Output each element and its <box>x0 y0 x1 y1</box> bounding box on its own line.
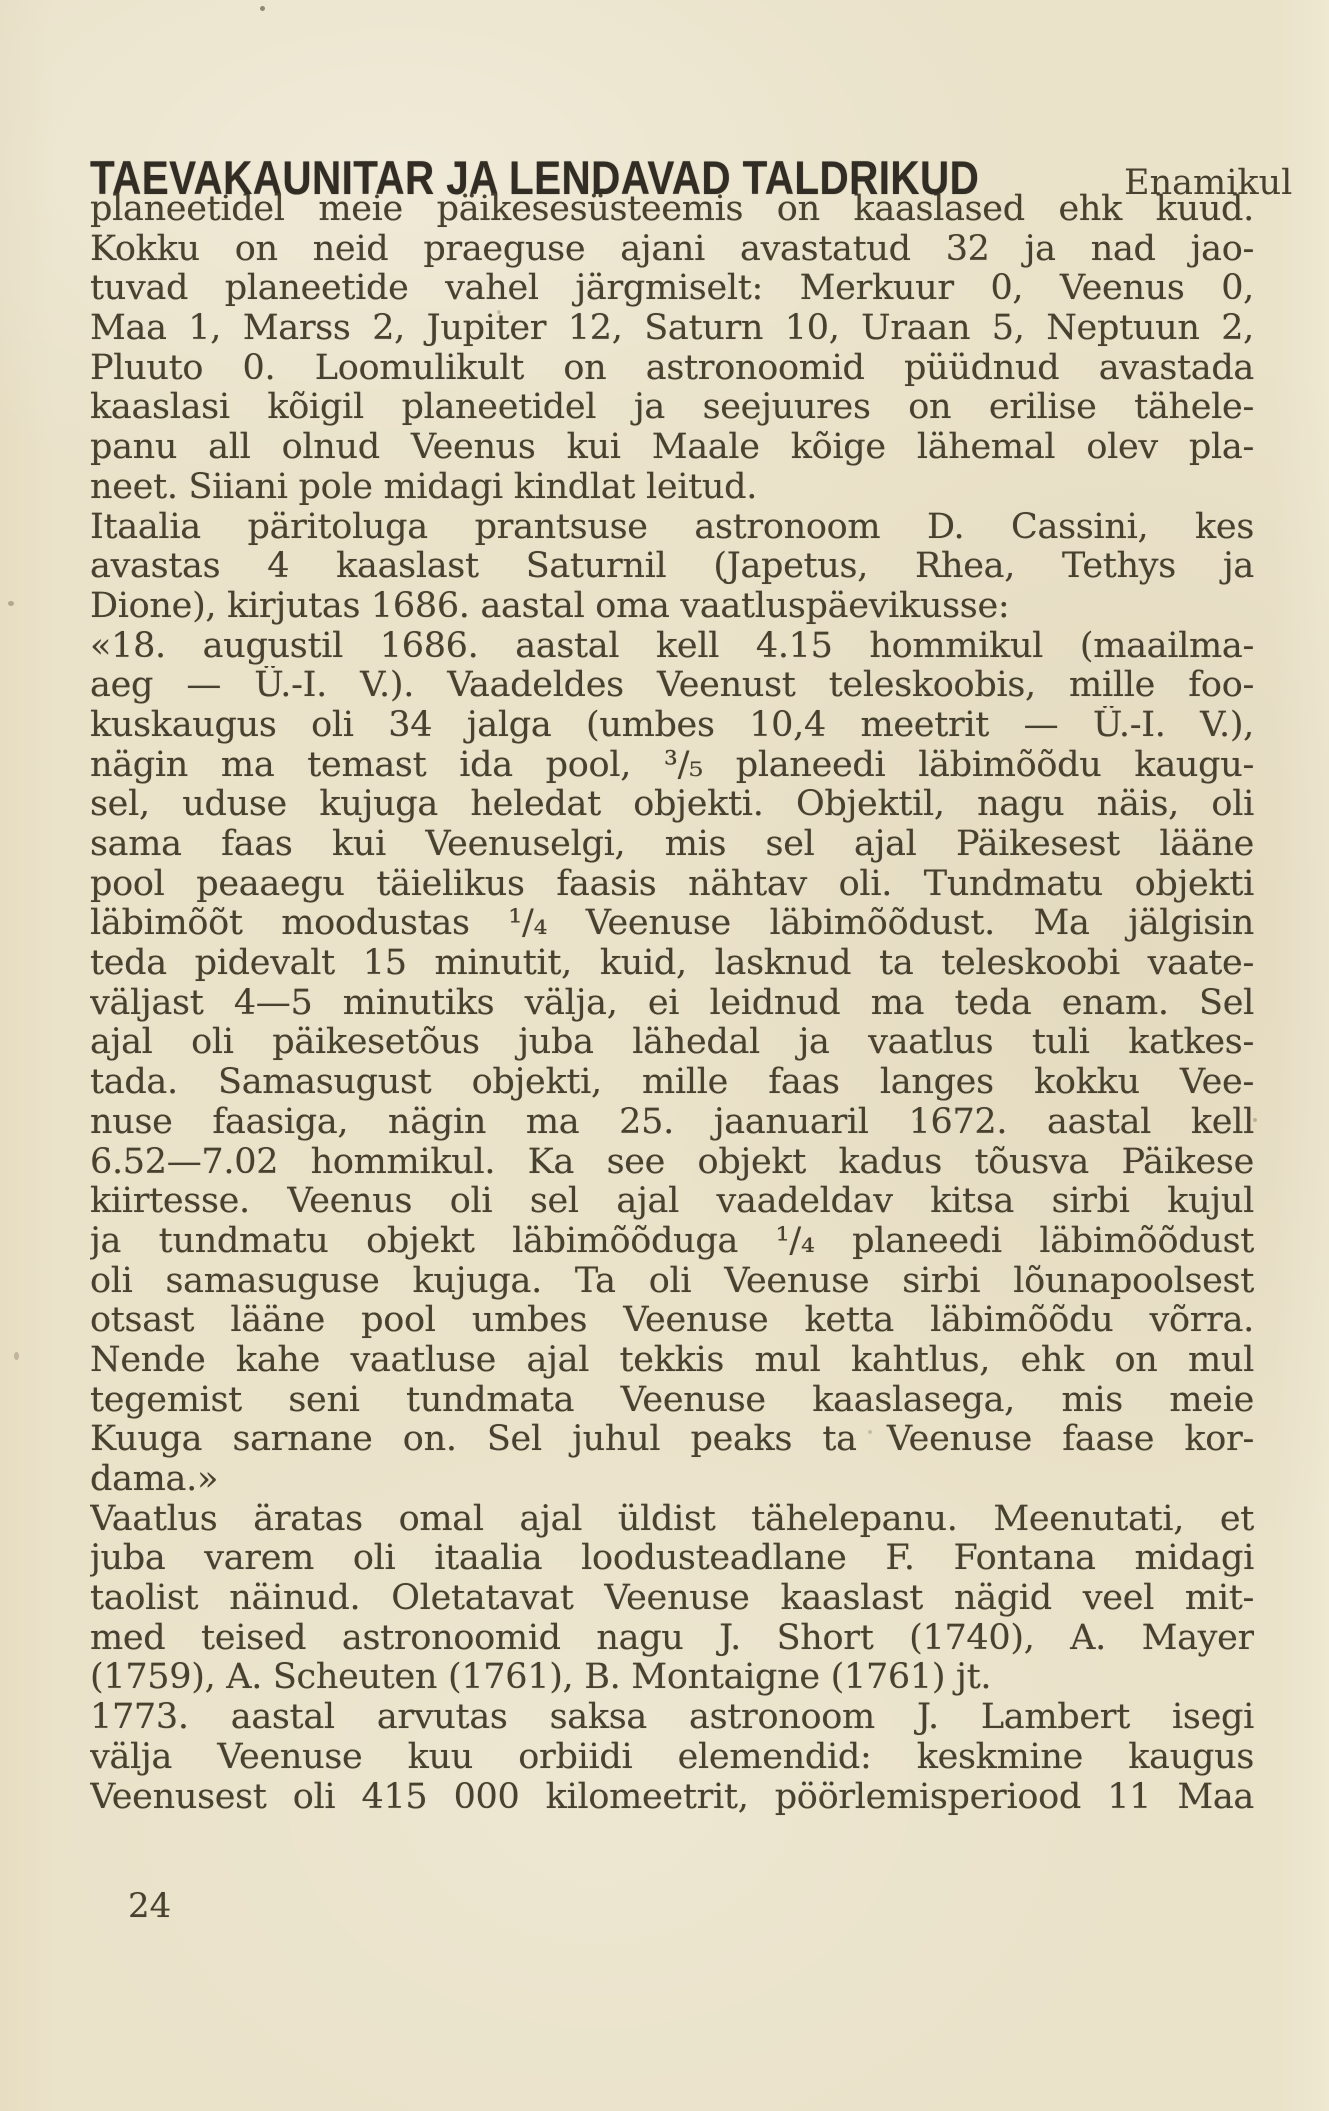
text-line: planeetidel meie päikesesüsteemis on kaaslased ehk kuud. <box>90 190 1254 229</box>
text-line: dama.» <box>90 1460 219 1499</box>
text-line: tada. Samasugust objekti, mille faas langes kokku Vee- <box>90 1063 1254 1103</box>
text-line: Veenusest oli 415 000 kilomeetrit, pöörlemisperiood 11 Maa <box>90 1777 1254 1817</box>
text-line: kiirtesse. Veenus oli sel ajal vaadeldav kitsa sirbi kujul <box>90 1182 1254 1222</box>
text-block <box>90 150 1293 1817</box>
text-line: läbimõõt moodustas ¹/₄ Veenuse läbimõõdust. Ma jälgisin <box>90 904 1254 944</box>
text-line: tegemist seni tundmata Veenuse kaaslasega, mis meie <box>90 1380 1254 1420</box>
text-line: pool peaaegu täielikus faasis nähtav oli. Tundmatu objekti <box>90 864 1254 904</box>
text-line: neet. Siiani pole midagi kindlat leitud. <box>90 467 758 507</box>
paper-speckle <box>260 6 265 11</box>
text-line: panu all olnud Veenus kui Maale kõige lähemal olev pla- <box>90 428 1254 468</box>
text-line: nägin ma temast ida pool, ³/₅ planeedi läbimõõdu kaugu- <box>90 745 1254 785</box>
text-line: (1759), A. Scheuten (1761), B. Montaigne (1761) jt. <box>90 1658 992 1698</box>
text-line: Maa 1, Marss 2, Jupiter 12, Saturn 10, Uraan 5, Neptuun 2, <box>90 309 1254 349</box>
text-line: kuskaugus oli 34 jalga (umbes 10,4 meetrit — Ü.-I. V.), <box>90 705 1254 745</box>
text-line: Dione), kirjutas 1686. aastal oma vaatluspäevikusse: <box>90 586 1010 626</box>
body-text <box>90 190 1254 1817</box>
text-line: 6.52—7.02 hommikul. Ka see objekt kadus tõusva Päikese <box>90 1142 1254 1182</box>
text-line: med teised astronoomid nagu J. Short (1740), A. Mayer <box>90 1618 1254 1658</box>
text-line: sama faas kui Veenuselgi, mis sel ajal Päikesest lääne <box>90 825 1254 864</box>
paper-speckle <box>14 1352 19 1360</box>
text-line: taolist näinud. Oletatavat Veenuse kaaslast nägid veel mit- <box>90 1579 1254 1619</box>
text-line: väljast 4—5 minutiks välja, ei leidnud ma teda enam. Sel <box>90 983 1254 1023</box>
text-line: «18. augustil 1686. aastal kell 4.15 hommikul (maailma- <box>90 626 1254 666</box>
text-line: tuvad planeetide vahel järgmiselt: Merkuur 0, Veenus 0, <box>90 269 1254 309</box>
text-line: ajal oli päikesetõus juba lähedal ja vaatlus tuli katkes- <box>90 1023 1254 1063</box>
text-line: otsast lääne pool umbes Veenuse ketta läbimõõdu võrra. <box>90 1301 1254 1341</box>
text-line: kaaslasi kõigil planeetidel ja seejuures on erilise tähele- <box>90 388 1254 428</box>
text-line: Kuuga sarnane on. Sel juhul peaks ta Veenuse faase kor- <box>90 1420 1254 1460</box>
text-line: aeg — Ü.-I. V.). Vaadeldes Veenust teleskoobis, mille foo- <box>90 666 1254 706</box>
text-line: sel, uduse kujuga heledat objekti. Objektil, nagu näis, oli <box>90 785 1254 825</box>
text-line: Kokku on neid praeguse ajani avastatud 32 ja nad jao- <box>90 229 1254 269</box>
text-line: avastas 4 kaaslast Saturnil (Japetus, Rhea, Tethys ja <box>90 547 1254 587</box>
text-line: Vaatlus äratas omal ajal üldist tähelepanu. Meenutati, et <box>90 1499 1254 1539</box>
paragraph-lead-word: Enamikul <box>1124 163 1293 203</box>
text-line: oli samasuguse kujuga. Ta oli Veenuse sirbi lõunapoolsest <box>90 1261 1254 1301</box>
page-number: 24 <box>128 1886 172 1926</box>
text-line: nuse faasiga, nägin ma 25. jaanuaril 1672. aastal kell <box>90 1102 1254 1142</box>
text-line: ja tundmatu objekt läbimõõduga ¹/₄ planeedi läbimõõdust <box>90 1221 1254 1261</box>
text-line: Pluuto 0. Loomulikult on astronoomid püüdnud avastada <box>90 348 1254 388</box>
text-line: Itaalia päritoluga prantsuse astronoom D. Cassini, kes <box>90 507 1254 547</box>
text-line: juba varem oli itaalia loodusteadlane F. Fontana midagi <box>90 1539 1254 1579</box>
text-line: 1773. aastal arvutas saksa astronoom J. Lambert isegi <box>90 1698 1254 1738</box>
paper-speckle <box>8 601 14 606</box>
text-line: teda pidevalt 15 minutit, kuid, lasknud ta teleskoobi vaate- <box>90 944 1254 984</box>
text-line: välja Veenuse kuu orbiidi elemendid: keskmine kaugus <box>90 1737 1254 1777</box>
text-line: Nende kahe vaatluse ajal tekkis mul kahtlus, ehk on mul <box>90 1340 1254 1380</box>
heading-row <box>90 150 1293 204</box>
page-title: TAEVAKAUNITAR JA LENDAVAD TALDRIKUD <box>90 151 980 204</box>
